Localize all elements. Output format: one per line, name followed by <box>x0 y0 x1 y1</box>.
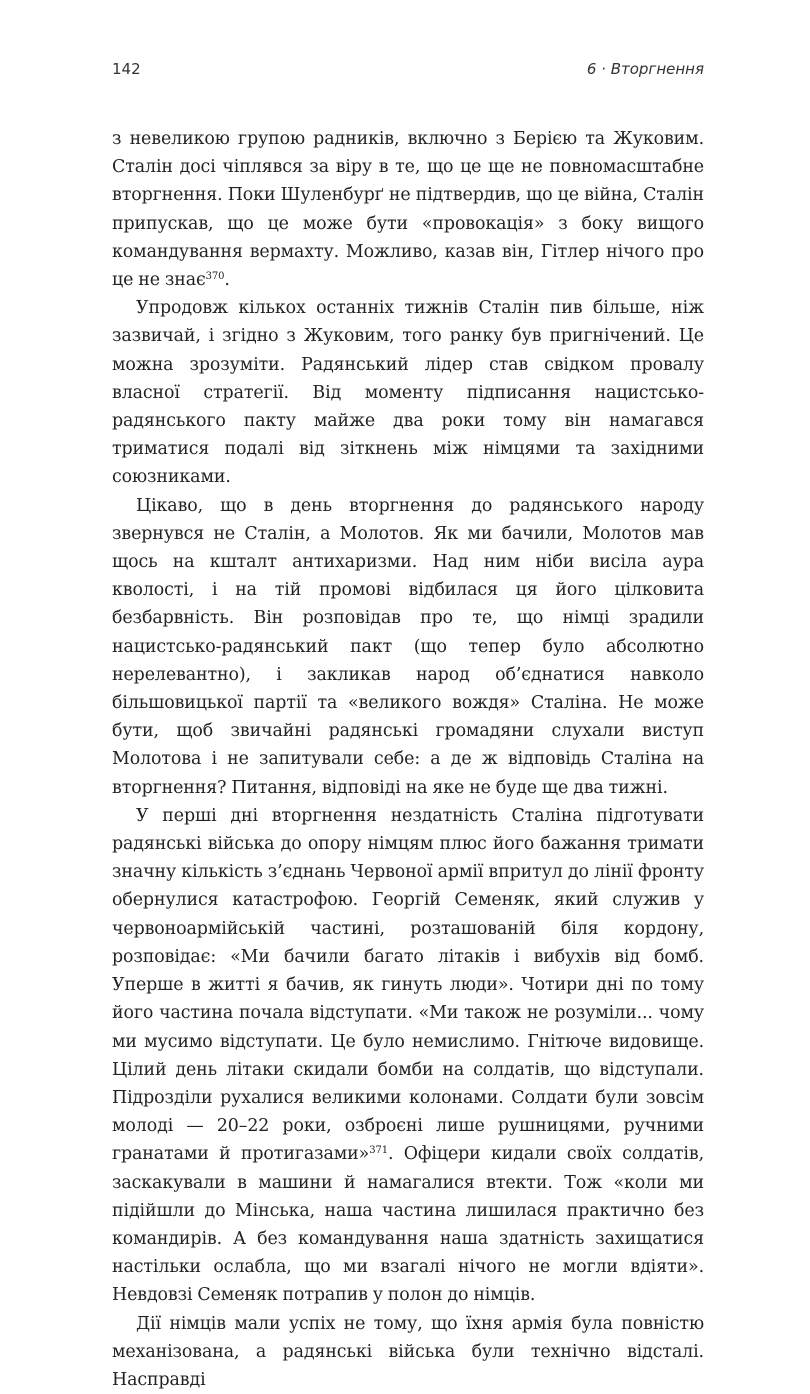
paragraph <box>112 1310 704 1394</box>
paragraph-text: Цікаво, що в день вторгнення до радянського народу звернувся не Сталін, а Молотов. Як ми бачили, Молотов мав щось на кшталт антихаризми. Над ним ніби висіла аура кволості, і на тій промові відбилася ця його цілковита безбарвність. Він розповідав про те, що німці зрадили нацистсько-радянський пакт (що тепер було абсолютно нерелевантно), і закликав народ об’єднатися навколо більшовицької партії та «великого вождя» Сталіна. Не може бути, щоб звичайні радянські громадяни слухали виступ Молотова і не запитували себе: а де ж відповідь Сталіна на вторгнення? Питання, відповіді на яке не буде ще два тижні. <box>112 495 704 798</box>
running-head: 6 · Вторгнення <box>586 60 704 78</box>
paragraph <box>112 802 704 1310</box>
footnote-ref: 371 <box>369 1145 388 1157</box>
paragraph-text: Дії німців мали успіх не тому, що їхня армія була повністю механізована, а радянські війська були технічно відсталі. Насправді <box>112 1313 704 1390</box>
paragraph <box>112 294 704 491</box>
page-header <box>112 60 704 90</box>
paragraph-text: Упродовж кількох останніх тижнів Сталін пив більше, ніж зазвичай, і згідно з Жуковим, того ранку був пригнічений. Це можна зрозуміти. Радянський лідер став свідком провалу власної стратегії. Від моменту підписання нацистсько-радянського пакту майже два роки тому він намагався триматися подалі від зіткнень між німцями та західними союзниками. <box>112 298 704 488</box>
paragraph <box>112 492 704 802</box>
body-text <box>112 125 704 1394</box>
footnote-ref: 370 <box>205 271 225 283</box>
paragraph-text: з невеликою групою радників, включно з Берією та Жуковим. Сталін досі чіплявся за віру в те, що це ще не повномасштабне вторгнення. Поки Шуленбурґ не підтвердив, що це війна, Сталін припускав, що це може бути «провокація» з боку вищого командування вермахту. Можливо, казав він, Гітлер нічого про це не знає <box>112 129 704 291</box>
paragraph-text: . <box>224 270 230 291</box>
paragraph-text: . Офіцери кидали своїх солдатів, заскакували в машини й намагалися втекти. Тож «коли ми підійшли до Мінська, наша частина лишилася практично без командирів. А без командування наша здатність захищатися настільки ослабла, що ми взагалі нічого не могли вдіяти». Невдовзі Семеняк потрапив у полон до німців. <box>112 1144 705 1306</box>
book-page <box>112 60 704 1394</box>
paragraph-text: У перші дні вторгнення нездатність Сталіна підготувати радянські війська до опору німцям плюс його бажання тримати значну кількість з’єднань Червоної армії впритул до лінії фронту обернулися катастрофою. Георгій Семеняк, який служив у червоноармійській частині, розташованій біля кордону, розповідає: «Ми бачили багато літаків і вибухів від бомб. Уперше в житті я бачив, як гинуть люди». Чотири дні по тому його частина почала відступати. «Ми також не розуміли... чому ми мусимо відступати. Це було немислимо. Гнітюче видовище. Цілий день літаки скидали бомби на солдатів, що відступали. Підрозділи рухалися великими колонами. Солдати були зовсім молоді — 20–22 роки, озброєні лише рушницями, ручними гранатами й протигазами» <box>112 805 704 1165</box>
paragraph <box>112 125 704 294</box>
page-number: 142 <box>112 60 141 78</box>
